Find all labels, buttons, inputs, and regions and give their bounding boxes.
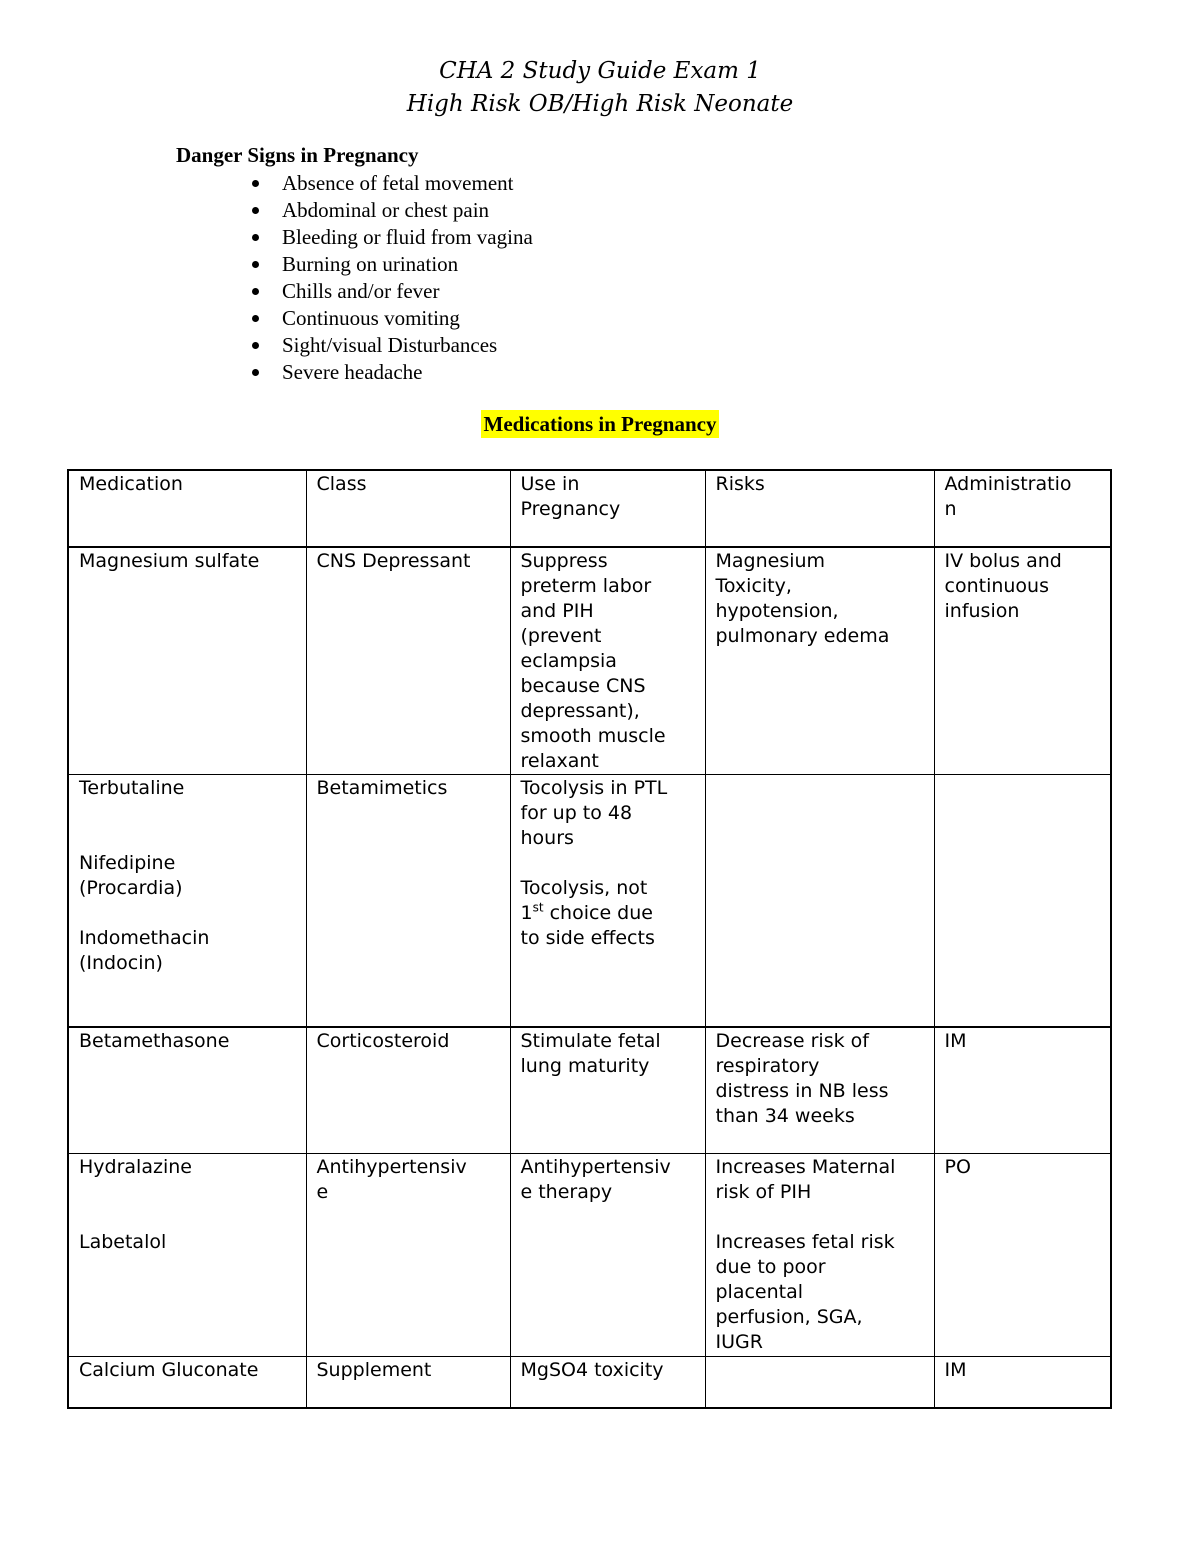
document-title: CHA 2 Study Guide Exam 1 — [439, 58, 761, 84]
danger-signs-heading: Danger Signs in Pregnancy — [176, 143, 419, 167]
column-header: Risks — [705, 470, 934, 547]
table-cell: Suppress preterm labor and PIH (prevent eclampsia because CNS depressant), smooth muscle relaxant — [510, 547, 705, 775]
list-item: Bleeding or fluid from vagina — [250, 224, 533, 251]
table-cell: Antihypertensiv e — [306, 1154, 510, 1357]
table-cell: Supplement — [306, 1357, 510, 1408]
table-cell: CNS Depressant — [306, 547, 510, 775]
table-cell: Betamethasone — [68, 1027, 306, 1154]
bullet-icon — [252, 261, 259, 268]
document-subtitle: High Risk OB/High Risk Neonate — [406, 91, 794, 117]
bullet-icon — [252, 207, 259, 214]
table-cell: Antihypertensiv e therapy — [510, 1154, 705, 1357]
bullet-icon — [252, 369, 259, 376]
table-cell: Decrease risk of respiratory distress in NB less than 34 weeks — [705, 1027, 934, 1154]
table-row — [68, 1357, 1111, 1408]
table-cell: Calcium Gluconate — [68, 1357, 306, 1408]
table-row — [68, 775, 1111, 1027]
table-cell: Stimulate fetal lung maturity — [510, 1027, 705, 1154]
table-cell: IM — [934, 1357, 1111, 1408]
table-cell — [705, 775, 934, 1027]
bullet-icon — [252, 342, 259, 349]
table-cell: Tocolysis in PTL for up to 48 hours Tocolysis, not 1st choice due to side effects — [510, 775, 705, 1027]
list-item: Continuous vomiting — [250, 305, 533, 332]
column-header: Administratio n — [934, 470, 1111, 547]
bullet-icon — [252, 315, 259, 322]
list-item: Severe headache — [250, 359, 533, 386]
table-cell: Hydralazine Labetalol — [68, 1154, 306, 1357]
list-item: Abdominal or chest pain — [250, 197, 533, 224]
medications-heading: Medications in Pregnancy — [0, 412, 1200, 437]
column-header: Medication — [68, 470, 306, 547]
table-cell: Increases Maternal risk of PIH Increases fetal risk due to poor placental perfusion, SGA, IUGR — [705, 1154, 934, 1357]
column-header: Use in Pregnancy — [510, 470, 705, 547]
table-cell: PO — [934, 1154, 1111, 1357]
list-item: Absence of fetal movement — [250, 170, 533, 197]
table-cell — [934, 775, 1111, 1027]
list-item: Chills and/or fever — [250, 278, 533, 305]
list-item: Burning on urination — [250, 251, 533, 278]
table-cell: MgSO4 toxicity — [510, 1357, 705, 1408]
table-cell: Terbutaline Nifedipine (Procardia) Indomethacin (Indocin) — [68, 775, 306, 1027]
table-cell — [705, 1357, 934, 1408]
bullet-icon — [252, 234, 259, 241]
table-cell: Corticosteroid — [306, 1027, 510, 1154]
bullet-icon — [252, 180, 259, 187]
table-cell: IV bolus and continuous infusion — [934, 547, 1111, 775]
table-row — [68, 1027, 1111, 1154]
table-cell: Magnesium sulfate — [68, 547, 306, 775]
table-cell: Magnesium Toxicity, hypotension, pulmonary edema — [705, 547, 934, 775]
table-cell: IM — [934, 1027, 1111, 1154]
table-header-row — [68, 470, 1111, 547]
table-row — [68, 1154, 1111, 1357]
column-header: Class — [306, 470, 510, 547]
medications-table — [67, 469, 1112, 1409]
danger-signs-list — [250, 170, 533, 386]
bullet-icon — [252, 288, 259, 295]
table-row — [68, 547, 1111, 775]
table-cell: Betamimetics — [306, 775, 510, 1027]
list-item: Sight/visual Disturbances — [250, 332, 533, 359]
